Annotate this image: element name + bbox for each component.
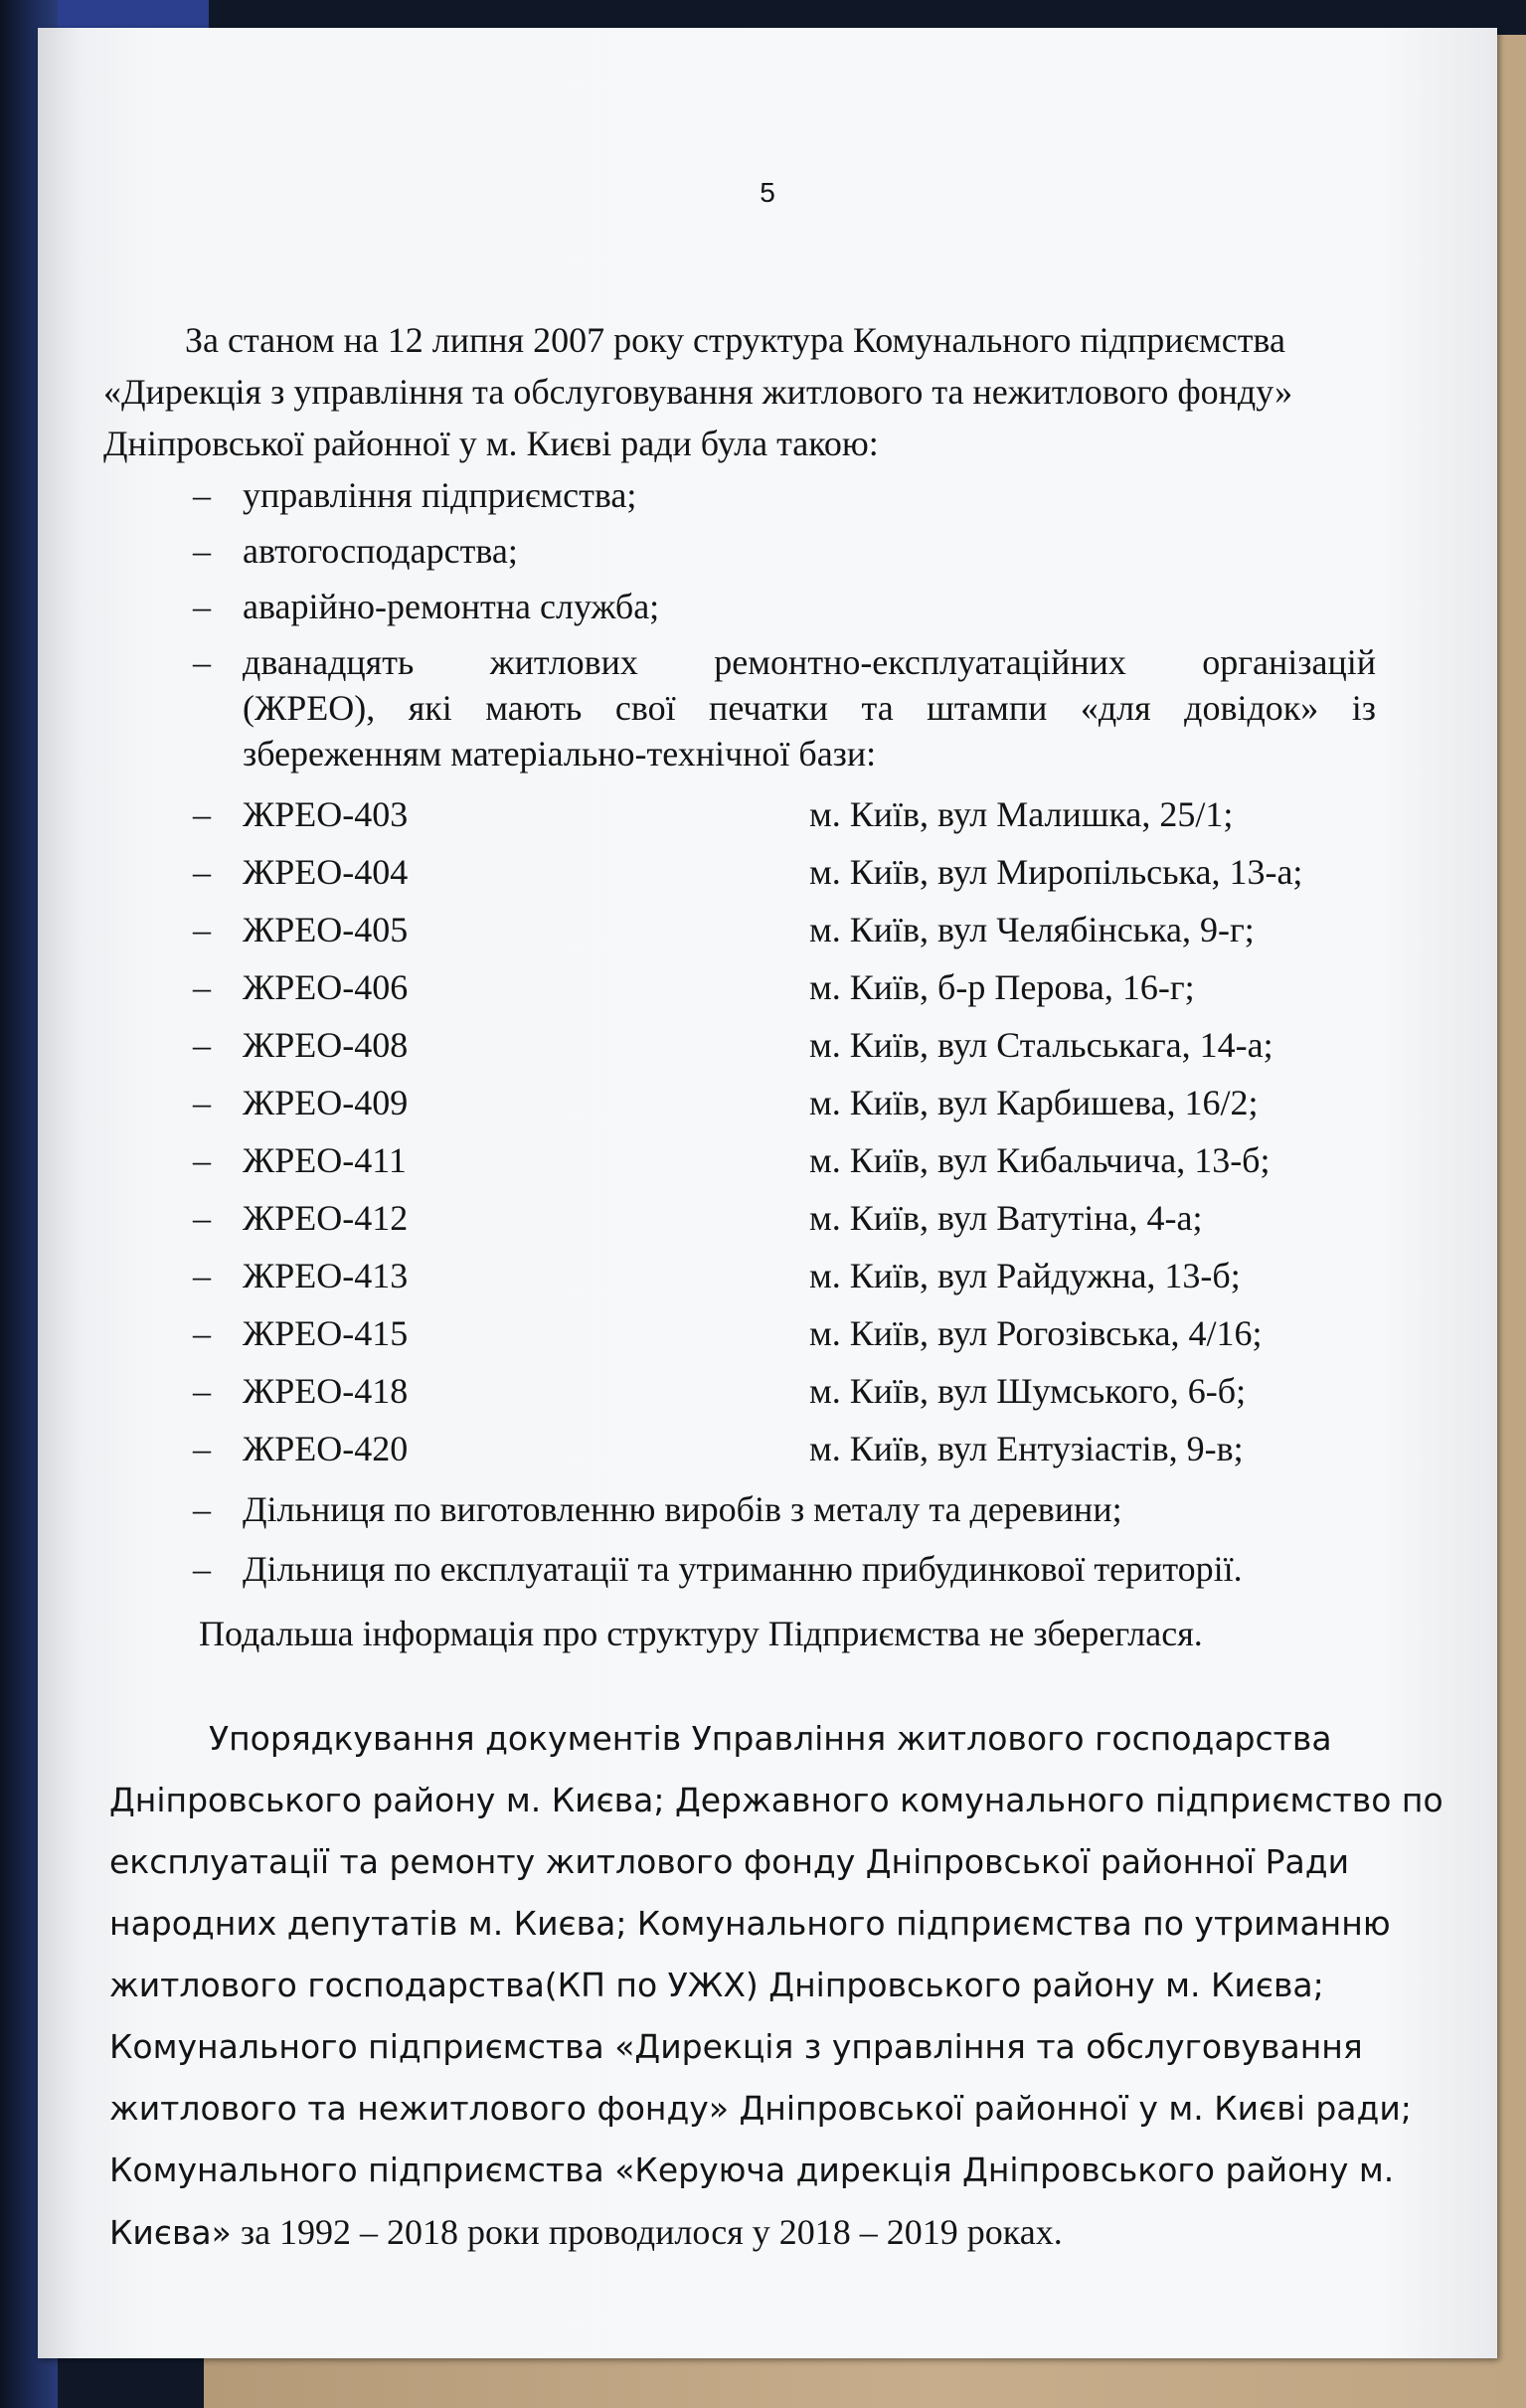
zhreo-row	[193, 1193, 1436, 1243]
list-dash: –	[193, 1025, 211, 1065]
zhreo-address: м. Київ, вул Малишка, 25/1;	[809, 794, 1234, 834]
zhreo-code: ЖРЕО-415	[243, 1313, 409, 1353]
intro-paragraph	[103, 314, 1396, 469]
list-item-text: автогосподарства;	[243, 531, 518, 571]
zhreo-code: ЖРЕО-405	[243, 910, 409, 949]
list-dash: –	[193, 1313, 211, 1353]
zhreo-row	[193, 962, 1436, 1012]
list-dash: –	[193, 852, 211, 892]
zhreo-row	[193, 1366, 1436, 1416]
closing-line: експлуатації та ремонту житлового фонду Дніпровської районної Ради	[109, 1842, 1350, 1881]
zhreo-code: ЖРЕО-418	[243, 1371, 409, 1411]
list-dash: –	[193, 1256, 211, 1295]
list-dash: –	[193, 475, 211, 515]
closing-line-last	[109, 2201, 1441, 2264]
zhreo-code: ЖРЕО-411	[243, 1140, 407, 1180]
list-dash: –	[193, 531, 211, 571]
zhreo-code: ЖРЕО-403	[243, 794, 409, 834]
closing-last-end: за 1992 – 2018 роки проводилося у 2018 – 2019 роках.	[231, 2212, 1063, 2252]
document-page	[38, 28, 1497, 2358]
closing-line: житлового та нежитлового фонду» Дніпровської районної у м. Києві ради;	[109, 2089, 1412, 2128]
list-dash: –	[193, 910, 211, 949]
list-dash: –	[193, 642, 211, 682]
zhreo-row	[193, 789, 1436, 839]
zhreo-code: ЖРЕО-412	[243, 1198, 409, 1238]
closing-line: Дніпровського району м. Києва; Державного комунального підприємство по	[109, 1781, 1443, 1819]
zhreo-row	[193, 905, 1436, 954]
intro-line: За станом на 12 липня 2007 року структура Комунального підприємства	[185, 320, 1285, 360]
list-dash: –	[193, 1429, 211, 1468]
zhreo-address: м. Київ, б-р Перова, 16-г;	[809, 967, 1195, 1007]
list-item	[193, 472, 1406, 518]
list-dash: –	[193, 587, 211, 626]
list-dash: –	[193, 794, 211, 834]
list-dash: –	[193, 1371, 211, 1411]
list-dash: –	[193, 1140, 211, 1180]
zhreo-address: м. Київ, вул Челябінська, 9-г;	[809, 910, 1255, 949]
zhreo-address: м. Київ, вул Ентузіастів, 9-в;	[809, 1429, 1244, 1468]
list-dash: –	[193, 967, 211, 1007]
intro-line: «Дирекція з управління та обслуговування житлового та нежитлового фонду»	[103, 372, 1293, 412]
zhreo-code: ЖРЕО-406	[243, 967, 409, 1007]
list-item-text: управління підприємства;	[243, 475, 637, 515]
zhreo-row	[193, 1135, 1436, 1185]
closing-line: Комунального підприємства «Дирекція з управління та обслуговування	[109, 2027, 1363, 2066]
closing-line: народних депутатів м. Києва; Комунального підприємства по утриманню	[109, 1904, 1391, 1943]
closing-line: Упорядкування документів Управління житлового господарства	[209, 1719, 1332, 1758]
zhreo-code: ЖРЕО-413	[243, 1256, 409, 1295]
list-dash: –	[193, 1083, 211, 1122]
zhreo-address: м. Київ, вул Рогозівська, 4/16;	[809, 1313, 1263, 1353]
list-item-text	[243, 639, 1376, 776]
zhreo-row	[193, 1308, 1436, 1358]
note-paragraph: Подальша інформація про структуру Підприємства не збереглася.	[199, 1614, 1203, 1653]
zhreo-intro-line: (ЖРЕО), які мають свої печатки та штампи «для довідок» із	[243, 688, 1376, 728]
list-item-text: аварійно-ремонтна служба;	[243, 587, 660, 626]
closing-line: Комунального підприємства «Керуюча дирекція Дніпровського району м.	[109, 2150, 1395, 2189]
zhreo-code: ЖРЕО-404	[243, 852, 409, 892]
page-number: 5	[760, 177, 775, 208]
zhreo-row	[193, 1424, 1436, 1473]
list-item	[193, 528, 1406, 574]
closing-paragraph	[109, 1708, 1441, 2264]
section-text: Дільниця по виготовленню виробів з металу та деревини;	[243, 1489, 1122, 1529]
zhreo-intro-line: збереженням матеріально-технічної бази:	[243, 734, 877, 774]
closing-last-start: Києва»	[109, 2213, 232, 2252]
zhreo-address: м. Київ, вул Миропільська, 13-а;	[809, 852, 1303, 892]
list-dash: –	[193, 1549, 211, 1589]
zhreo-code: ЖРЕО-408	[243, 1025, 409, 1065]
list-item-zhreo-intro	[193, 639, 1406, 788]
zhreo-row	[193, 847, 1436, 897]
zhreo-intro-line: дванадцять житлових ремонтно-експлуатаційних організацій	[243, 642, 1376, 682]
list-dash: –	[193, 1489, 211, 1529]
zhreo-address: м. Київ, вул Шумського, 6-б;	[809, 1371, 1247, 1411]
section-item	[193, 1484, 1436, 1534]
section-text: Дільниця по експлуатації та утриманню прибудинкової території.	[243, 1549, 1243, 1589]
zhreo-address: м. Київ, вул Ватутіна, 4-а;	[809, 1198, 1203, 1238]
zhreo-row	[193, 1020, 1436, 1070]
zhreo-address: м. Київ, вул Карбишева, 16/2;	[809, 1083, 1259, 1122]
zhreo-code: ЖРЕО-409	[243, 1083, 409, 1122]
zhreo-address: м. Київ, вул Стальськага, 14-а;	[809, 1025, 1273, 1065]
section-item	[193, 1544, 1436, 1594]
zhreo-row	[193, 1251, 1436, 1300]
closing-line: житлового господарства(КП по УЖХ) Дніпровського району м. Києва;	[109, 1966, 1324, 2004]
list-item	[193, 584, 1406, 629]
zhreo-address: м. Київ, вул Райдужна, 13-б;	[809, 1256, 1241, 1295]
intro-line: Дніпровської районної у м. Києві ради була такою:	[103, 424, 879, 463]
list-dash: –	[193, 1198, 211, 1238]
zhreo-code: ЖРЕО-420	[243, 1429, 409, 1468]
zhreo-row	[193, 1078, 1436, 1127]
zhreo-address: м. Київ, вул Кибальчича, 13-б;	[809, 1140, 1271, 1180]
